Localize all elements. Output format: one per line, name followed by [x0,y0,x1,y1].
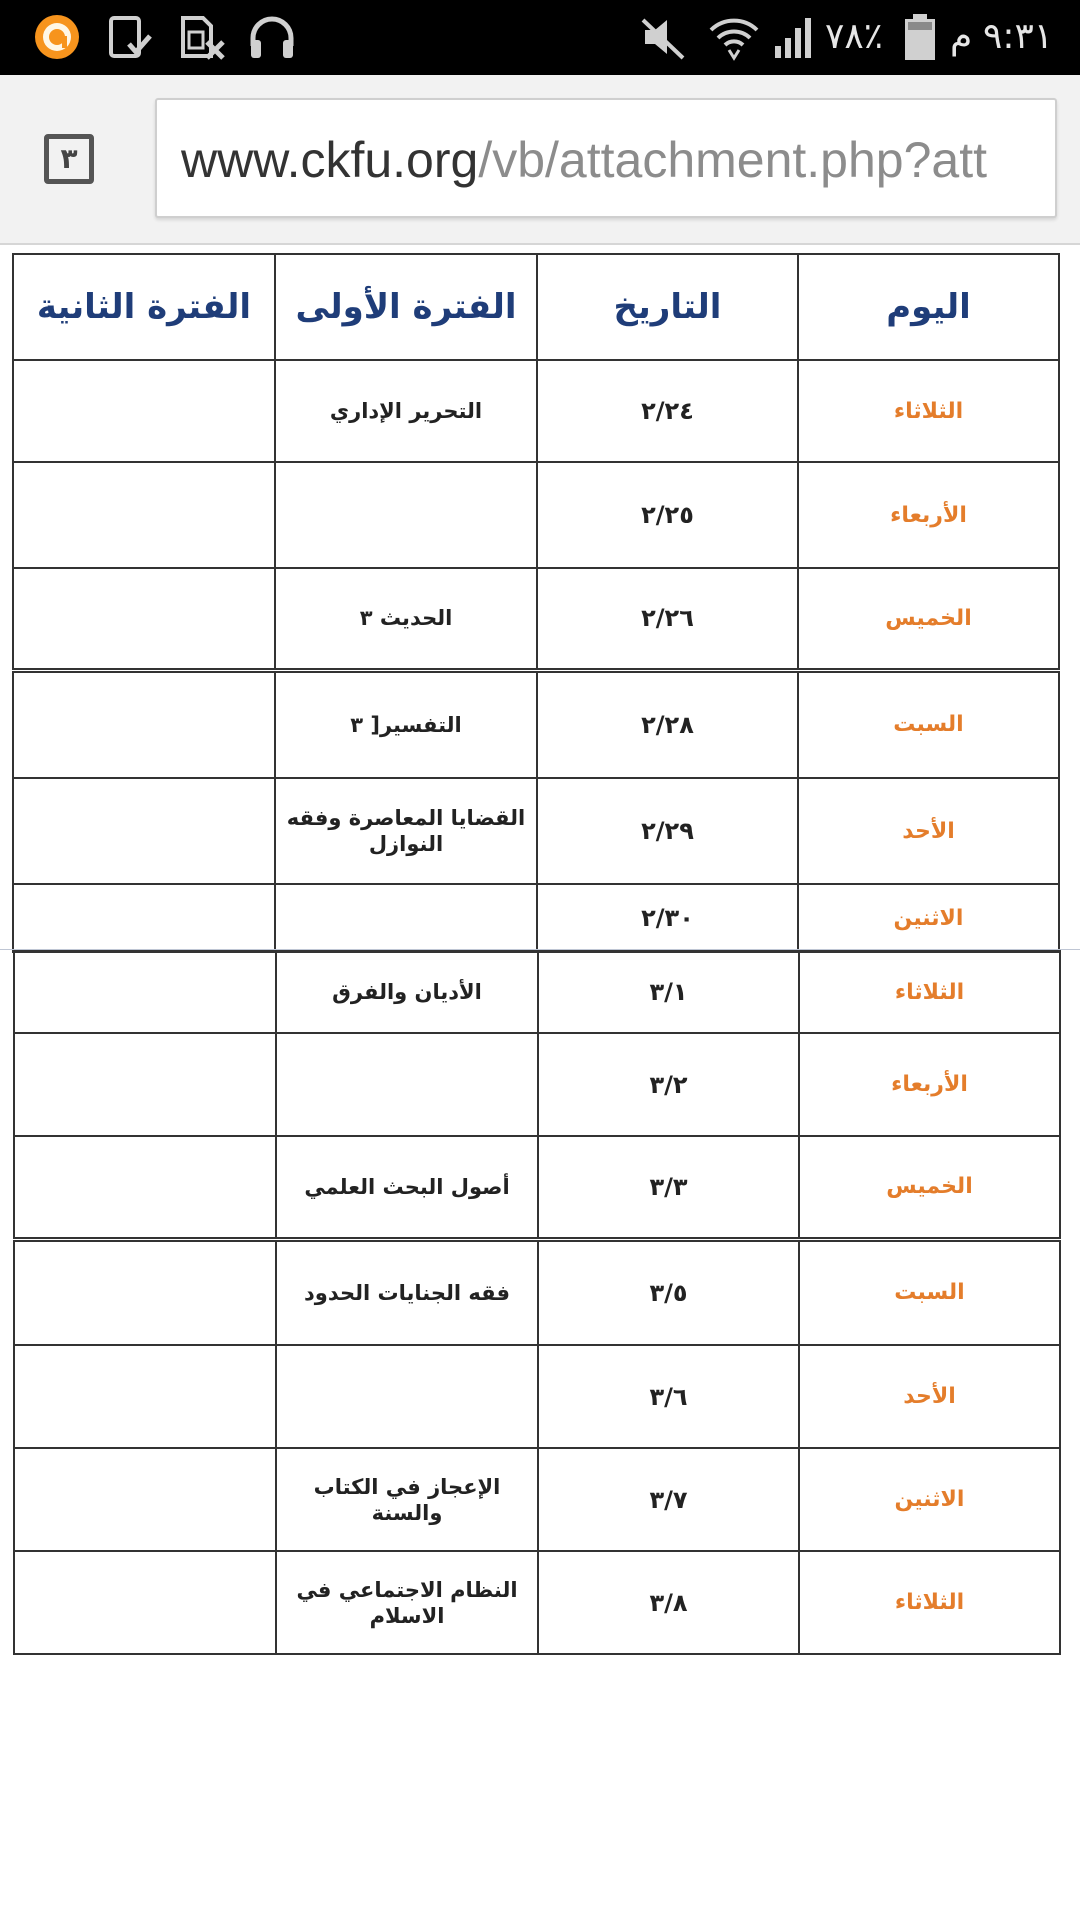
url-text[interactable] [181,130,1041,190]
day-cell: الثلاثاء [798,360,1059,462]
mute-icon [637,12,691,62]
date-cell: ٢/٣٠ [537,884,798,952]
browser-toolbar [0,75,1080,245]
clock: ٩:٣١ [983,16,1054,57]
first-period-cell [276,1033,538,1136]
first-period-cell: فقه الجنايات الحدود [276,1239,538,1345]
header-first-period: الفترة الأولى [275,254,537,360]
battery-percent: ٧٨٪ [825,16,884,57]
first-period-cell: القضايا المعاصرة وفقه النوازل [275,778,537,884]
first-period-cell: الإعجاز في الكتاب والسنة [276,1448,538,1551]
day-cell: السبت [799,1239,1060,1345]
first-period-cell: أصول البحث العلمي [276,1136,538,1239]
header-date: التاريخ [537,254,798,360]
date-cell: ٣/٨ [538,1551,799,1654]
second-period-cell [13,568,275,670]
schedule-table-bottom [13,950,1061,1655]
second-period-cell [13,670,275,778]
first-period-cell: النظام الاجتماعي في الاسلام [276,1551,538,1654]
table-row [14,1345,1060,1448]
table-header-row [13,254,1059,360]
app-circle-icon [30,12,84,62]
schedule-table-top [12,253,1060,953]
headphones-icon [245,12,299,62]
header-second-period: الفترة الثانية [13,254,275,360]
second-period-cell [14,1033,276,1136]
first-period-cell: التفسير[ ٣ [275,670,537,778]
date-cell: ٢/٢٩ [537,778,798,884]
table-row [13,360,1059,462]
second-period-cell [14,1551,276,1654]
day-cell: السبت [798,670,1059,778]
date-cell: ٣/٦ [538,1345,799,1448]
status-bar [0,0,1080,75]
table-row [14,1448,1060,1551]
day-cell: الخميس [799,1136,1060,1239]
battery-icon [893,12,947,62]
first-period-cell [275,884,537,952]
date-cell: ٣/٢ [538,1033,799,1136]
day-cell: الاثنين [798,884,1059,952]
second-period-cell [13,778,275,884]
table-row [14,1551,1060,1654]
url-domain: www.ckfu.org [181,132,479,188]
date-cell: ٢/٢٦ [537,568,798,670]
first-period-cell: التحرير الإداري [275,360,537,462]
url-bar[interactable] [155,98,1057,218]
second-period-cell [13,884,275,952]
day-cell: الاثنين [799,1448,1060,1551]
day-cell: الثلاثاء [799,1551,1060,1654]
date-cell: ٢/٢٥ [537,462,798,568]
date-cell: ٣/١ [538,951,799,1033]
date-cell: ٣/٣ [538,1136,799,1239]
second-period-cell [14,1345,276,1448]
second-period-cell [14,1448,276,1551]
second-period-cell [14,1136,276,1239]
day-cell: الخميس [798,568,1059,670]
table-row [13,670,1059,778]
am-pm: م [950,16,973,57]
table-row [13,462,1059,568]
day-cell: الأحد [798,778,1059,884]
table-row [13,778,1059,884]
date-cell: ٢/٢٤ [537,360,798,462]
url-path: /vb/attachment.php?att [478,132,987,188]
date-cell: ٣/٥ [538,1239,799,1345]
day-cell: الثلاثاء [799,951,1060,1033]
first-period-cell: الحديث ٣ [275,568,537,670]
table-row [14,1136,1060,1239]
day-cell: الأربعاء [799,1033,1060,1136]
day-cell: الأحد [799,1345,1060,1448]
first-period-cell [276,1345,538,1448]
table-row [14,1033,1060,1136]
first-period-cell: الأديان والفرق [276,951,538,1033]
download-check-icon [103,12,157,62]
table-row [13,568,1059,670]
table-row [14,1239,1060,1345]
date-cell: ٣/٧ [538,1448,799,1551]
day-cell: الأربعاء [798,462,1059,568]
tab-switcher-button[interactable]: ٣ [44,134,94,184]
second-period-cell [14,951,276,1033]
table-row [14,951,1060,1033]
signal-icon [767,12,821,62]
table-row [13,884,1059,952]
second-period-cell [14,1239,276,1345]
sim-off-icon [175,12,229,62]
wifi-icon [707,12,761,62]
date-cell: ٢/٢٨ [537,670,798,778]
second-period-cell [13,462,275,568]
first-period-cell [275,462,537,568]
header-day: اليوم [798,254,1059,360]
second-period-cell [13,360,275,462]
